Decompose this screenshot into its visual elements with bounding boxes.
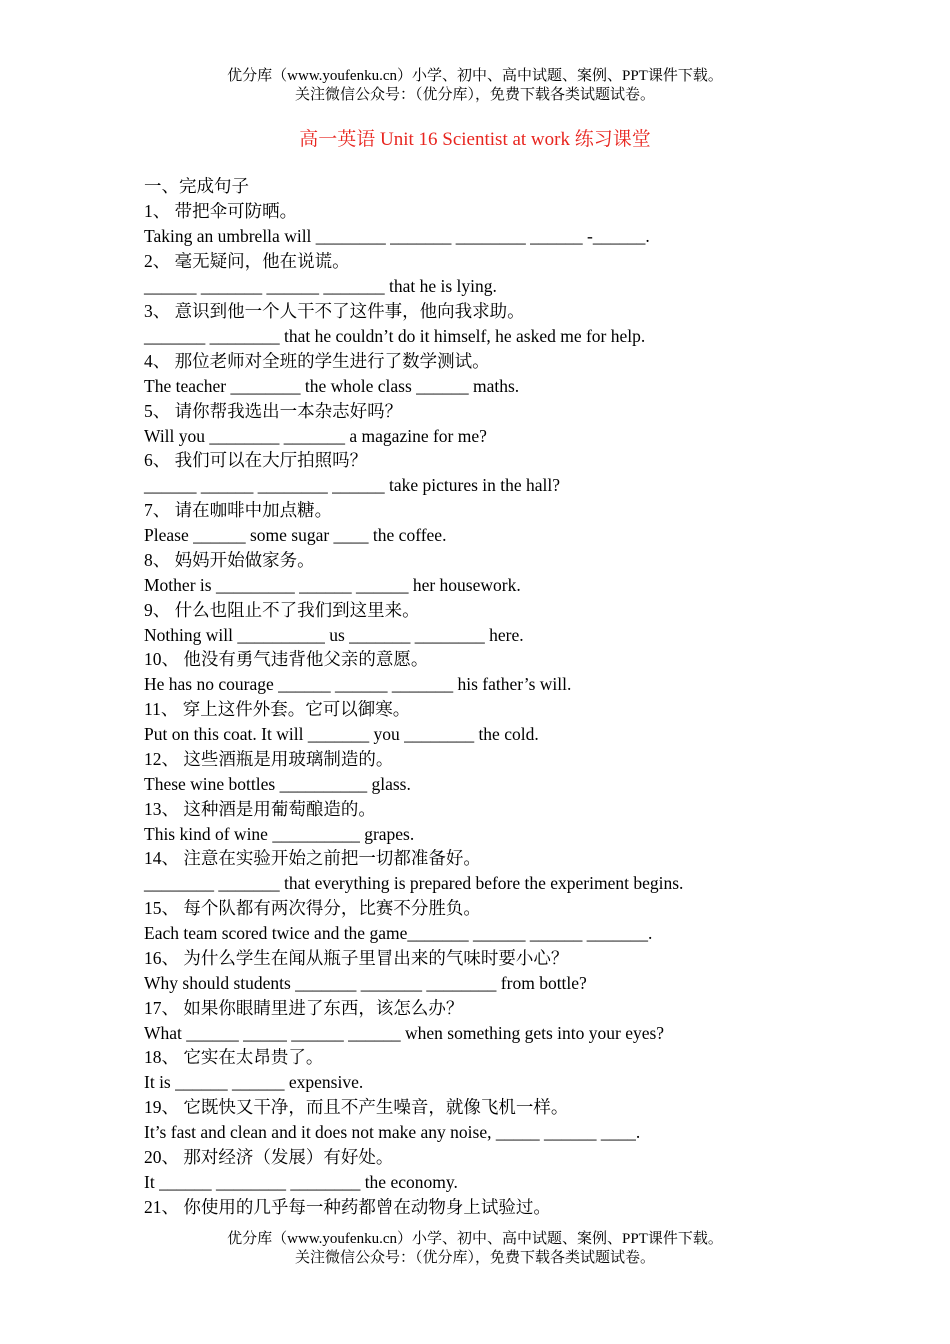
item-3-english: _______ ________ that he couldn’t do it himself, he asked me for help. <box>144 326 646 346</box>
item-11-chinese: 11、 穿上这件外套。它可以御寒。 <box>144 699 411 719</box>
item-15-english: Each team scored twice and the game_______ ______ ______ _______. <box>144 923 653 943</box>
item-3-chinese: 3、 意识到他一个人干不了这件事，他向我求助。 <box>144 301 525 321</box>
item-6-english: ______ ______ ________ ______ take pictures in the hall? <box>144 475 561 495</box>
item-10-chinese: 10、 他没有勇气违背他父亲的意愿。 <box>144 649 429 669</box>
item-5-chinese: 5、 请你帮我选出一本杂志好吗？ <box>144 401 403 421</box>
item-16-chinese: 16、 为什么学生在闻从瓶子里冒出来的气味时要小心？ <box>144 948 569 968</box>
item-2-english: ______ _______ ______ _______ that he is lying. <box>144 276 497 296</box>
item-20-english: It ______ ________ ________ the economy. <box>144 1172 458 1192</box>
item-6-chinese: 6、 我们可以在大厅拍照吗？ <box>144 450 368 470</box>
item-11-english: Put on this coat. It will _______ you ________ the cold. <box>144 724 539 744</box>
item-13-english: This kind of wine __________ grapes. <box>144 824 415 844</box>
item-16-english: Why should students _______ _______ ________ from bottle? <box>144 973 587 993</box>
item-13-chinese: 13、 这种酒是用葡萄酿造的。 <box>144 799 376 819</box>
item-12-english: These wine bottles __________ glass. <box>144 774 411 794</box>
item-19-chinese: 19、 它既快又干净，而且不产生噪音，就像飞机一样。 <box>144 1097 569 1117</box>
item-7-english: Please ______ some sugar ____ the coffee. <box>144 525 447 545</box>
item-14-english: ________ _______ that everything is prepared before the experiment begins. <box>144 873 684 893</box>
item-14-chinese: 14、 注意在实验开始之前把一切都准备好。 <box>144 848 481 868</box>
item-18-chinese: 18、 它实在太昂贵了。 <box>144 1047 324 1067</box>
item-2-chinese: 2、 毫无疑问，他在说谎。 <box>144 251 350 271</box>
item-17-chinese: 17、 如果你眼睛里进了东西，该怎么办？ <box>144 998 464 1018</box>
item-18-english: It is ______ ______ expensive. <box>144 1072 364 1092</box>
item-10-english: He has no courage ______ ______ _______ his father’s will. <box>144 674 572 694</box>
header-line-1: 优分库（www.youfenku.cn）小学、初中、高中试题、案例、PPT课件下载。 <box>227 68 723 84</box>
item-8-chinese: 8、 妈妈开始做家务。 <box>144 550 315 570</box>
item-8-english: Mother is _________ ______ ______ her housework. <box>144 575 521 595</box>
item-1-chinese: 1、 带把伞可防晒。 <box>144 201 298 221</box>
item-19-english: It’s fast and clean and it does not make any noise, _____ ______ ____. <box>144 1122 641 1142</box>
item-9-chinese: 9、 什么也阻止不了我们到这里来。 <box>144 600 420 620</box>
item-21-chinese: 21、 你使用的几乎每一种药都曾在动物身上试验过。 <box>144 1197 551 1217</box>
item-4-chinese: 4、 那位老师对全班的学生进行了数学测试。 <box>144 351 490 371</box>
footer-line-1: 优分库（www.youfenku.cn）小学、初中、高中试题、案例、PPT课件下载。 <box>227 1231 723 1247</box>
item-5-english: Will you ________ _______ a magazine for me? <box>144 426 487 446</box>
item-12-chinese: 12、 这些酒瓶是用玻璃制造的。 <box>144 749 394 769</box>
item-20-chinese: 20、 那对经济（发展）有好处。 <box>144 1147 394 1167</box>
page-title: 高一英语 Unit 16 Scientist at work 练习课堂 <box>299 129 651 150</box>
item-1-english: Taking an umbrella will ________ _______ ________ ______ -______. <box>144 226 650 246</box>
header-line-2: 关注微信公众号：（优分库），免费下载各类试题试卷。 <box>294 87 655 103</box>
item-17-english: What ______ _____ ______ ______ when something gets into your eyes? <box>144 1023 665 1043</box>
item-7-chinese: 7、 请在咖啡中加点糖。 <box>144 500 333 520</box>
section-heading: 一、完成句子 <box>144 176 249 196</box>
item-4-english: The teacher ________ the whole class ______ maths. <box>144 376 520 396</box>
footer-line-2: 关注微信公众号：（优分库），免费下载各类试题试卷。 <box>294 1250 655 1266</box>
item-15-chinese: 15、 每个队都有两次得分，比赛不分胜负。 <box>144 898 481 918</box>
item-9-english: Nothing will __________ us _______ ________ here. <box>144 625 524 645</box>
